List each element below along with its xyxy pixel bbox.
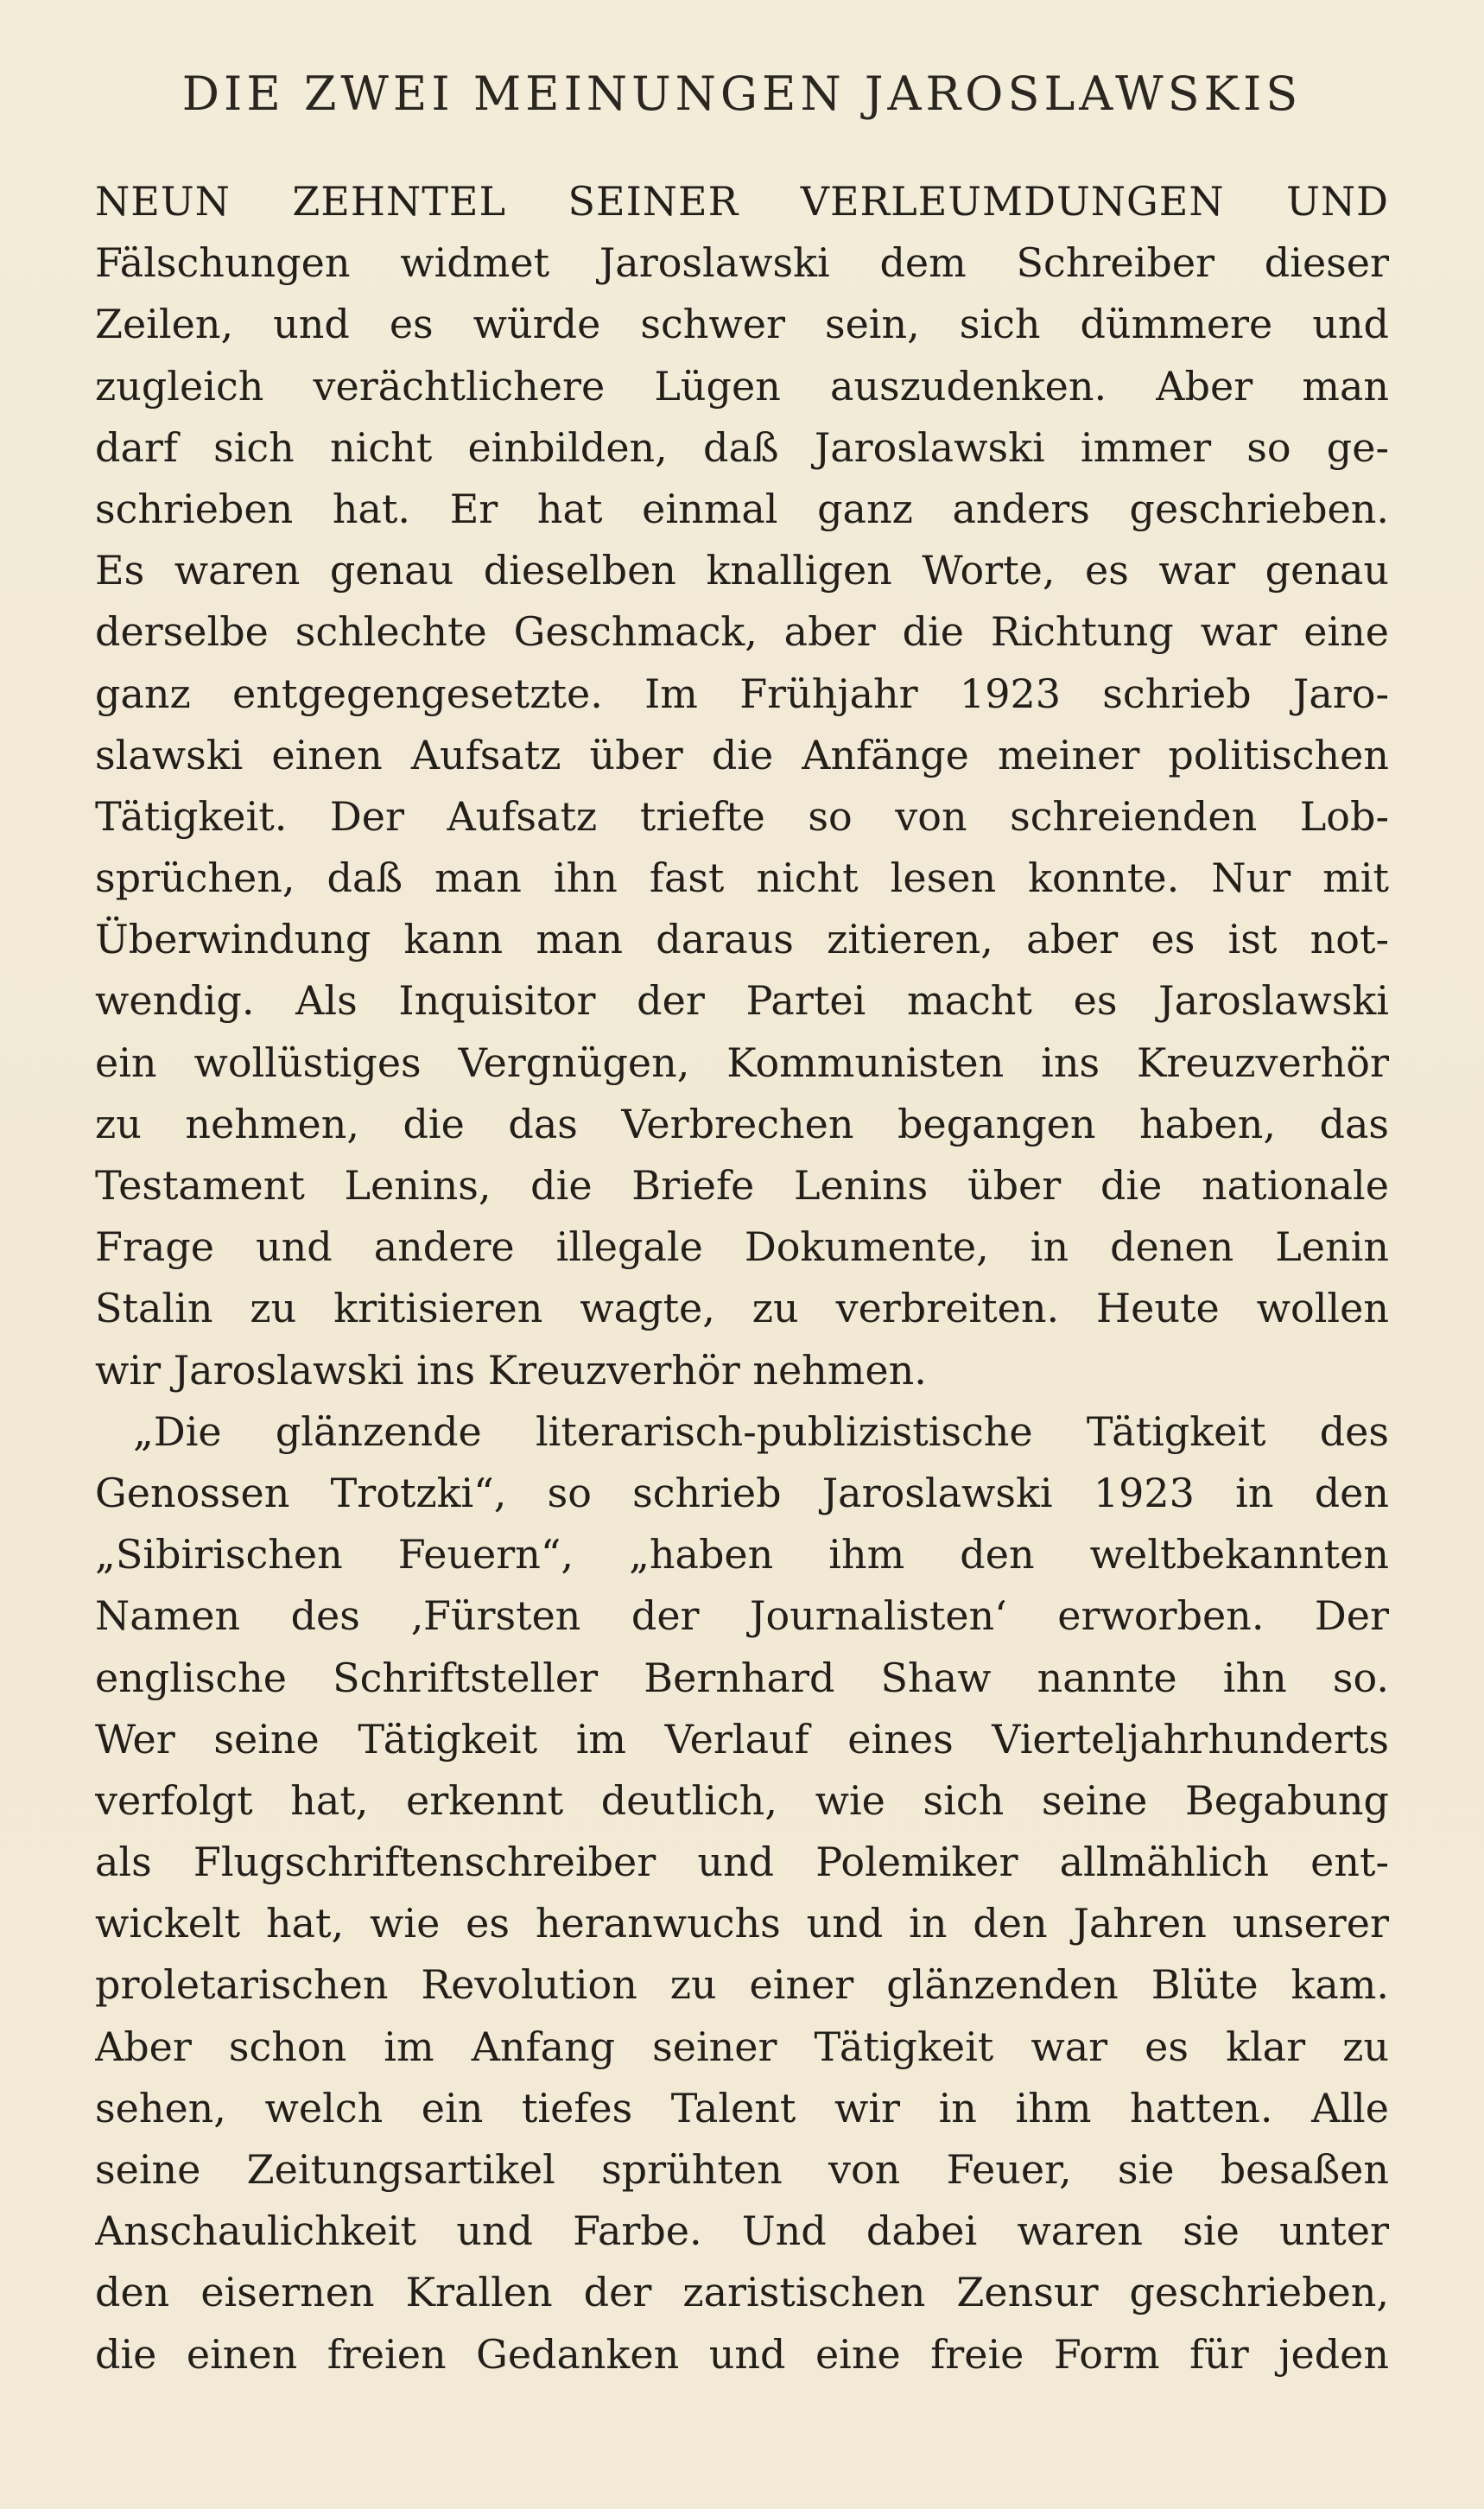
text-line: Zeilen, und es würde schwer sein, sich dümmere und bbox=[95, 301, 1389, 348]
text-line: schrieben hat. Er hat einmal ganz anders geschrieben. bbox=[95, 485, 1389, 532]
text-line: Stalin zu kritisieren wagte, zu verbreiten. Heute wollen bbox=[95, 1285, 1389, 1332]
paragraph bbox=[95, 1401, 1389, 2385]
text-line: proletarischen Revolution zu einer glänzenden Blüte kam. bbox=[95, 1961, 1389, 2009]
paragraph bbox=[95, 171, 1389, 1401]
text-line: wendig. Als Inquisitor der Partei macht es Jaroslawski bbox=[95, 977, 1389, 1025]
running-head: DIE ZWEI MEINUNGEN JAROSLAWSKIS bbox=[181, 67, 1303, 121]
text-line: englische Schriftsteller Bernhard Shaw nannte ihn so. bbox=[95, 1654, 1389, 1701]
text-line: Aber schon im Anfang seiner Tätigkeit war es klar zu bbox=[95, 2023, 1389, 2070]
text-line: Tätigkeit. Der Aufsatz triefte so von schreienden Lob- bbox=[95, 792, 1389, 840]
text-line: „Die glänzende literarisch-publizistische Tätigkeit des bbox=[133, 1407, 1389, 1455]
text-line: seine Zeitungsartikel sprühten von Feuer, sie besaßen bbox=[95, 2146, 1389, 2193]
text-line: Frage und andere illegale Dokumente, in denen Lenin bbox=[95, 1223, 1389, 1271]
text-line: NEUN ZEHNTEL SEINER VERLEUMDUNGEN UND bbox=[95, 178, 1389, 225]
text-line: ein wollüstiges Vergnügen, Kommunisten ins Kreuzverhör bbox=[95, 1039, 1389, 1086]
body-text bbox=[95, 171, 1389, 2385]
text-line: sehen, welch ein tiefes Talent wir in ihm hatten. Alle bbox=[95, 2084, 1389, 2131]
text-line: als Flugschriftenschreiber und Polemiker allmählich ent- bbox=[95, 1839, 1389, 1886]
text-line: Überwindung kann man daraus zitieren, aber es ist not- bbox=[95, 916, 1389, 963]
text-line: wir Jaroslawski ins Kreuzverhör nehmen. bbox=[95, 1346, 927, 1394]
text-line: slawski einen Aufsatz über die Anfänge meiner politischen bbox=[95, 731, 1389, 778]
text-line: Anschaulichkeit und Farbe. Und dabei waren sie unter bbox=[95, 2207, 1389, 2255]
text-line: den eisernen Krallen der zaristischen Zensur geschrieben, bbox=[95, 2269, 1389, 2316]
text-line: Genossen Trotzki“, so schrieb Jaroslawski 1923 in den bbox=[95, 1469, 1389, 1516]
text-line: Namen des ‚Fürsten der Journalisten‘ erworben. Der bbox=[95, 1592, 1389, 1640]
text-line: darf sich nicht einbilden, daß Jaroslawski immer so ge- bbox=[95, 423, 1389, 471]
text-line: Es waren genau dieselben knalligen Worte, es war genau bbox=[95, 547, 1389, 594]
text-line: Fälschungen widmet Jaroslawski dem Schreiber dieser bbox=[95, 239, 1389, 287]
text-line: ganz entgegengesetzte. Im Frühjahr 1923 schrieb Jaro- bbox=[95, 670, 1389, 717]
text-line: zu nehmen, die das Verbrechen begangen haben, das bbox=[95, 1100, 1389, 1147]
text-line: Testament Lenins, die Briefe Lenins über die nationale bbox=[95, 1162, 1389, 1209]
text-line: die einen freien Gedanken und eine freie Form für jeden bbox=[95, 2330, 1389, 2378]
text-line: „Sibirischen Feuern“, „haben ihm den weltbekannten bbox=[95, 1531, 1389, 1578]
text-line: sprüchen, daß man ihn fast nicht lesen konnte. Nur mit bbox=[95, 854, 1389, 902]
text-line: Wer seine Tätigkeit im Verlauf eines Vierteljahrhunderts bbox=[95, 1715, 1389, 1763]
text-line: derselbe schlechte Geschmack, aber die Richtung war eine bbox=[95, 608, 1389, 656]
text-line: verfolgt hat, erkennt deutlich, wie sich seine Begabung bbox=[95, 1776, 1389, 1824]
text-line: zugleich verächtlichere Lügen auszudenken. Aber man bbox=[95, 362, 1389, 410]
text-line: wickelt hat, wie es heranwuchs und in den Jahren unserer bbox=[95, 1900, 1389, 1947]
